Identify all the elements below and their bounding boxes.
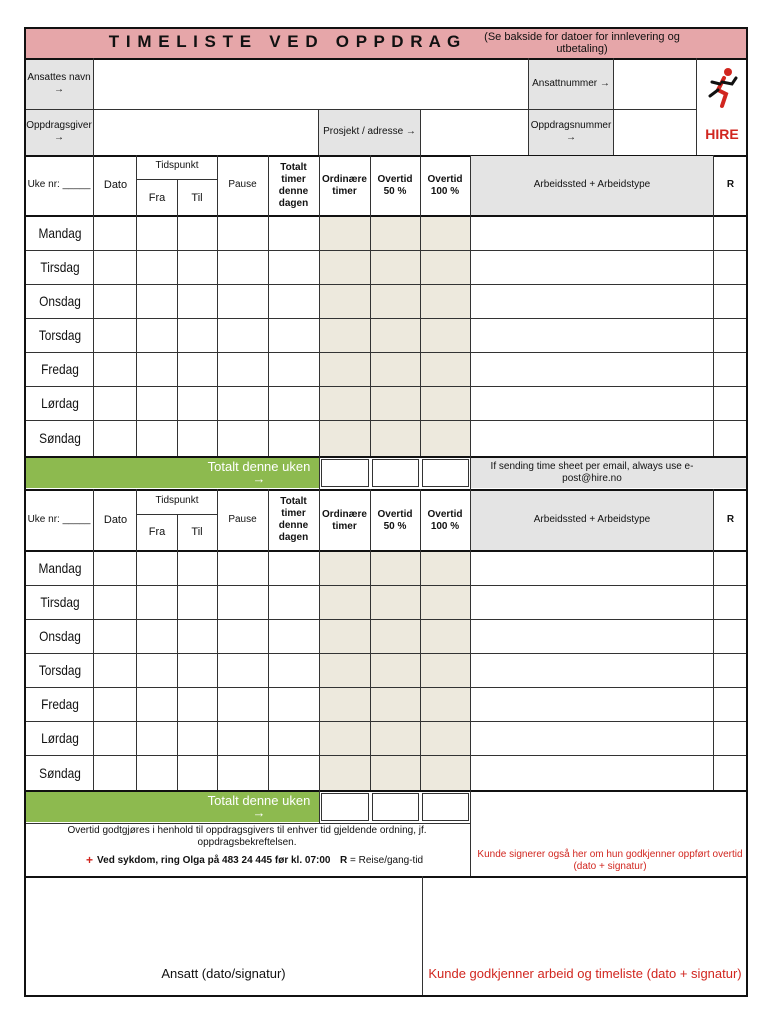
total-day-line1: Totalt timer — [280, 496, 307, 519]
day-label: Søndag — [39, 764, 81, 781]
total-day-line2: denne — [278, 520, 309, 531]
ordinary-line2: timer — [332, 521, 357, 532]
date-header-1: Dato — [103, 179, 128, 191]
day-label: Onsdag — [39, 628, 81, 644]
ot100-line2: 100 % — [430, 521, 460, 532]
employee-name-label: Ansattes navn → — [27, 72, 91, 95]
date-header-2: Dato — [103, 514, 128, 526]
r-legend-key: R — [340, 854, 348, 866]
ot50-line1: Overtid — [377, 174, 413, 185]
week-total-label-2: Totalt denne uken → — [207, 793, 311, 820]
week-number-label-2[interactable]: Uke nr: _____ — [27, 514, 91, 525]
employee-number-label: Ansattnummer → — [532, 78, 610, 89]
break-header-1: Pause — [228, 179, 257, 190]
day-label: Mandag — [38, 560, 82, 576]
day-label: Mandag — [38, 225, 82, 241]
ordinary-line1: Ordinære — [321, 509, 367, 520]
from-header-2: Fra — [148, 526, 166, 538]
from-header-1: Fra — [148, 192, 166, 204]
total-day-line1: Totalt timer — [280, 162, 307, 185]
day-label: Søndag — [39, 430, 81, 446]
to-header-1: Til — [191, 192, 203, 204]
total-day-line3: dagen — [278, 198, 309, 209]
ordinary-line2: timer — [332, 186, 357, 197]
week-number-label-1[interactable]: Uke nr: _____ — [27, 179, 91, 190]
time-group-header-1: Tidspunkt — [155, 160, 199, 171]
ot100-line1: Overtid — [427, 509, 463, 520]
day-label: Torsdag — [38, 327, 82, 343]
title-note: (Se bakside for datoer for innlevering og utbetaling) — [484, 31, 680, 55]
assignment-number-label: Oppdragsnummer → — [530, 120, 612, 143]
r-legend-text: = Reise/gang-tid — [347, 854, 424, 866]
day-label: Torsdag — [38, 662, 82, 678]
r-header-1: R — [726, 179, 735, 190]
r-header-2: R — [726, 514, 735, 525]
day-label: Lørdag — [41, 730, 79, 746]
client-label: Oppdragsgiver → — [26, 120, 92, 143]
ot50-line2: 50 % — [383, 186, 407, 197]
day-label: Onsdag — [39, 293, 81, 309]
day-label: Tirsdag — [40, 594, 80, 610]
page-title: T I M E L I S T E V E D O P P D R A G — [108, 32, 462, 51]
day-label: Lørdag — [41, 395, 79, 411]
ot100-line2: 100 % — [430, 186, 460, 197]
sick-note: Ved sykdom, ring Olga på 483 24 445 før kl. 07:00 — [97, 854, 331, 866]
workplace-header-2: Arbeidssted + Arbeidstype — [533, 514, 651, 525]
customer-sign-note: Kunde signerer også her om hun godkjenner oppført overtid (dato + signatur) — [477, 849, 743, 872]
form-frame — [24, 27, 748, 997]
break-header-2: Pause — [228, 514, 257, 525]
week-total-label-1: Totalt denne uken → — [207, 459, 311, 486]
logo-text: HIRE — [705, 126, 739, 142]
plus-icon: + — [86, 853, 94, 867]
to-header-2: Til — [191, 526, 203, 538]
overtime-note: Overtid godtgjøres i henhold til oppdragsgivers til enhver tid gjeldende ordning, jf. oppdragsbekreftelsen. — [67, 825, 427, 848]
employee-signature-label: Ansatt (dato/signatur) — [161, 966, 286, 981]
customer-signature-label: Kunde godkjenner arbeid og timeliste (dato + signatur) — [428, 966, 742, 981]
ot50-line2: 50 % — [383, 521, 407, 532]
total-day-line3: dagen — [278, 532, 309, 543]
day-label: Fredag — [41, 361, 79, 377]
time-group-header-2: Tidspunkt — [155, 495, 199, 506]
ordinary-line1: Ordinære — [321, 174, 367, 185]
day-label: Tirsdag — [40, 259, 80, 275]
workplace-header-1: Arbeidssted + Arbeidstype — [533, 179, 651, 190]
day-label: Fredag — [41, 696, 79, 712]
total-day-line2: denne — [278, 186, 309, 197]
project-label: Prosjekt / adresse → — [323, 126, 416, 137]
email-note: If sending time sheet per email, always use e-post@hire.no — [490, 461, 694, 484]
ot50-line1: Overtid — [377, 509, 413, 520]
ot100-line1: Overtid — [427, 174, 463, 185]
